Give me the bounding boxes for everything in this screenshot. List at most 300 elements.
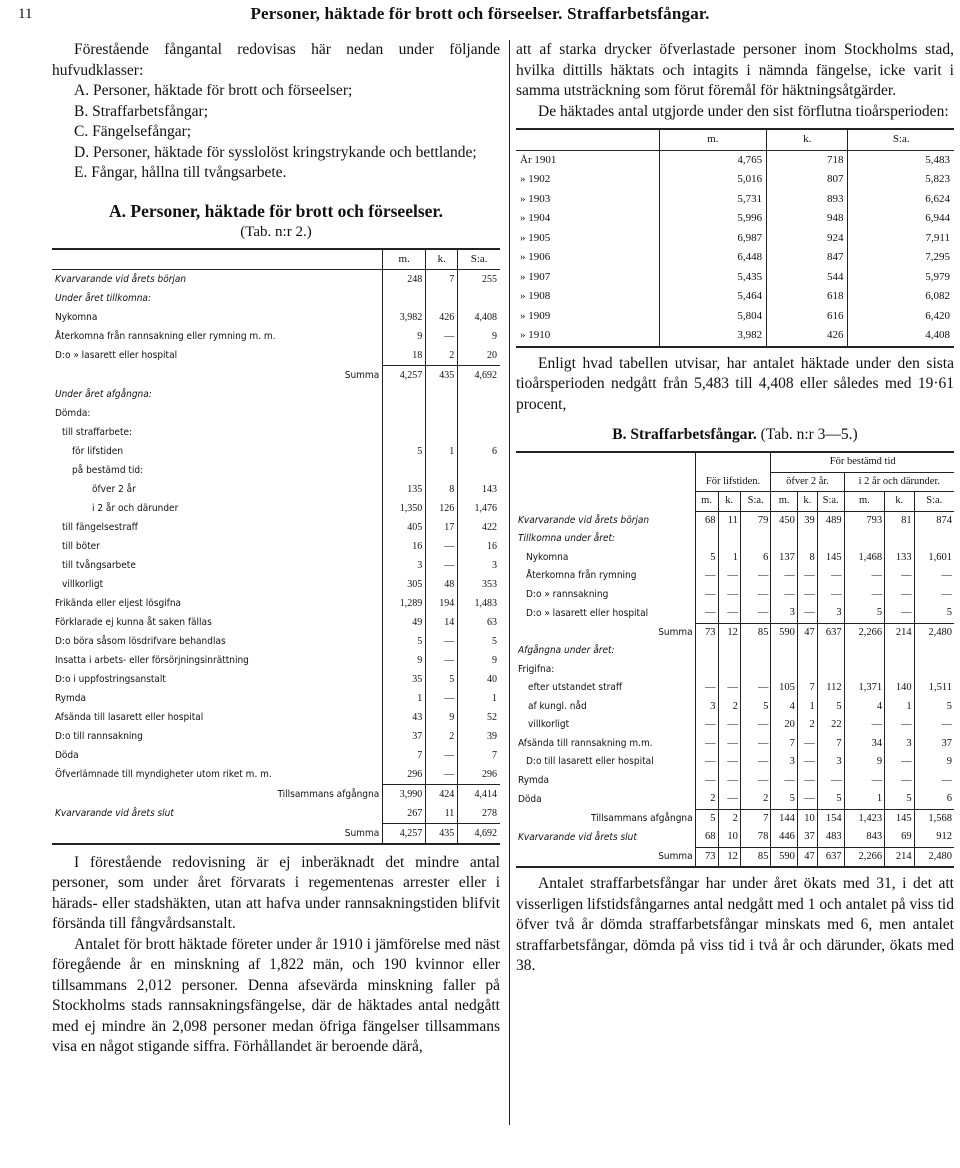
table-row [516,716,954,735]
paragraph: Antalet för brott häktade företer under år 1910 i jämförelse med näst föregående år en minskning af 1,822 män, och 190 kvinnor eller tillsammans 2,012 personer. Denna afsevärda minskning faller på Stockholms stads rannsakningsfängelse, där de häktades antal nedgått med ej mindre än 2,098 personer medan öfriga fängelser tillsammans visa en något stigande siffra. Förhållandet är beroende därå, [52,935,500,1055]
cell-m: 5,804 [659,307,767,327]
cell-m: 296 [383,765,426,785]
cell-value [797,642,817,661]
table-row [516,170,954,190]
row-label: Insatta i arbets- eller försörjningsinrättning [55,654,249,666]
cell-value: — [695,567,718,586]
row-label: » 1907 [520,270,551,283]
cell-k: 194 [426,594,458,613]
cell-value: — [718,790,740,809]
cell-s: 143 [458,480,500,499]
table-row [516,623,954,642]
section-a-subtitle: (Tab. n:r 2.) [240,223,312,240]
cell-m: 248 [383,269,426,289]
table-row [52,632,500,651]
cell-m: 1 [383,689,426,708]
cell-value: 912 [914,828,954,847]
cell-value: — [844,586,885,605]
row-label: D:o böra såsom lösdrifvare behandlas [55,635,226,647]
row-label: Nykomna [526,551,569,563]
cell-s: 20 [458,346,500,366]
cell-s: 9 [458,327,500,346]
cell-value: 85 [740,623,770,642]
cell-value: — [914,772,954,791]
cell-value: 154 [817,809,844,828]
table-row [52,804,500,824]
table-row [52,575,500,594]
paragraph: att af starka drycker öfverlastade personer inom Stockholms stad, hvilka dittills häktats och intagits i nämnda fängelse, icke varit i samma utsträckning som förut föremål för häktningsåtgärder. [516,41,954,99]
row-label: Tillsammans afgångna [277,788,380,800]
cell-value: 34 [844,735,885,754]
cell-s: 63 [458,613,500,632]
cell-value: — [797,790,817,809]
cell-s: 6 [458,442,500,461]
cell-value: 133 [885,549,914,568]
cell-value: — [695,735,718,754]
cell-value [885,661,914,680]
cell-s: 7,911 [848,229,954,249]
cell-value: 2,480 [914,623,954,642]
cell-k [426,385,458,404]
cell-value: 1,423 [844,809,885,828]
cell-value: 22 [817,716,844,735]
table-row [516,698,954,717]
cell-m: 35 [383,670,426,689]
cell-m: 4,765 [659,150,767,170]
row-label: Kvarvarande vid årets slut [518,831,637,843]
table-row [516,209,954,229]
cell-value [914,642,954,661]
cell-value: 37 [797,828,817,847]
cell-value: — [740,604,770,623]
table-row [52,537,500,556]
cell-m: 49 [383,613,426,632]
table-row [52,365,500,385]
cell-value [771,530,798,549]
cell-m: 3,982 [383,308,426,327]
row-label: Nykomna [55,311,98,323]
cell-value: 1,568 [914,809,954,828]
cell-s: 4,692 [458,823,500,844]
row-label: öfver 2 år [92,483,136,495]
cell-m: 5,731 [659,190,767,210]
row-label: D:o i uppfostringsanstalt [55,673,166,685]
cell-value: 112 [817,679,844,698]
cell-value: 843 [844,828,885,847]
paragraph: I förestående redovisning är ej inberäknadt det mindre antal personer, som under året förvarats i regementenas arrester eller i härads- eller stadshäkten, utan att hafva under rannsakningstiden blifvit försända till fångvårdsanstalt. [52,853,500,932]
cell-value: 47 [797,847,817,867]
cell-value: — [797,604,817,623]
cell-value: — [740,735,770,754]
cell-value: 12 [718,847,740,867]
table-header-row [516,452,954,472]
cell-value: 12 [718,623,740,642]
section-a-title: A. Personer, häktade för brott och förseelser. [109,200,443,221]
cell-value [797,661,817,680]
cell-value: 3 [695,698,718,717]
header-lifstiden: För lifstiden. [695,452,771,492]
cell-value: 214 [885,623,914,642]
row-label: » 1910 [516,326,659,347]
cell-value: 1,601 [914,549,954,568]
cell-value: — [914,586,954,605]
cell-value: 68 [695,828,718,847]
cell-s [458,289,500,308]
cell-value: — [718,772,740,791]
cell-value: — [718,679,740,698]
cell-k: 2 [426,727,458,746]
row-label: Förklarade ej kunna åt saken fällas [55,616,212,628]
cell-value: 10 [797,809,817,828]
cell-value: 5 [914,698,954,717]
cell-value: 4 [771,698,798,717]
cell-value: — [718,753,740,772]
class-item: D. Personer, häktade för sysslolöst kringstrykande och bettlande; [74,143,477,161]
cell-s: 1 [458,689,500,708]
table-row [516,268,954,288]
row-label: till fängelsestraff [62,521,138,533]
cell-s: 5,979 [848,268,954,288]
table-row [52,765,500,785]
cell-s: 39 [458,727,500,746]
cell-value: — [718,586,740,605]
cell-value: — [797,586,817,605]
cell-value: — [695,604,718,623]
row-label: efter utstandet straff [528,682,623,693]
cell-value: 8 [797,549,817,568]
row-label: Summa [52,823,383,844]
cell-value: 4 [844,698,885,717]
cell-m: 37 [383,727,426,746]
cell-k: 426 [767,326,848,347]
cell-value: 3 [817,753,844,772]
cell-value: 1 [844,790,885,809]
cell-m: 16 [383,537,426,556]
cell-value: 874 [914,511,954,530]
cell-value: 489 [817,511,844,530]
cell-value: 5 [844,604,885,623]
row-label: » 1905 [520,231,551,244]
cell-value: — [844,716,885,735]
table-row [52,442,500,461]
cell-value: 5 [695,809,718,828]
row-label: Under året afgångna: [55,388,152,400]
table-row [516,511,954,530]
table-row [52,784,500,804]
table-row [52,594,500,613]
row-label: Kvarvarande vid årets slut [55,808,174,819]
table-row [52,308,500,327]
cell-m: 3,990 [383,784,426,804]
column-header: k. [885,492,914,512]
cell-m: 7 [383,746,426,765]
cell-value [695,642,718,661]
cell-k: 14 [426,613,458,632]
cell-value: 2,266 [844,847,885,867]
table-row [516,586,954,605]
cell-value: 85 [740,847,770,867]
cell-value: — [695,716,718,735]
header-ofver: öfver 2 år. [771,472,844,492]
cell-s [458,404,500,423]
cell-value: — [740,753,770,772]
cell-k: 618 [767,287,848,307]
table-row [516,642,954,661]
table-row [516,809,954,828]
cell-m: 135 [383,480,426,499]
cell-value: 73 [695,623,718,642]
table-row [52,613,500,632]
cell-k: 544 [767,268,848,288]
cell-s: 16 [458,537,500,556]
cell-s: 9 [458,651,500,670]
cell-s: 40 [458,670,500,689]
class-list [52,81,500,184]
cell-value: — [740,679,770,698]
cell-value [885,530,914,549]
table-row [516,679,954,698]
cell-m: 4,257 [383,365,426,385]
right-column [516,40,954,977]
cell-s [458,423,500,442]
table-row [52,556,500,575]
cell-value: 144 [771,809,798,828]
cell-value: 2,266 [844,623,885,642]
table-row [516,190,954,210]
cell-value: — [885,586,914,605]
cell-value: 7 [771,735,798,754]
cell-s: 6,944 [848,209,954,229]
cell-k: 11 [426,804,458,824]
table-row [52,670,500,689]
row-label: Döda [55,749,79,761]
cell-value: 5 [817,790,844,809]
table-row [52,480,500,499]
table-row [52,727,500,746]
column-header: m. [695,492,718,512]
column-header: m. [844,492,885,512]
cell-m [383,423,426,442]
cell-value: 5 [885,790,914,809]
cell-s: 6,082 [848,287,954,307]
table-row [516,847,954,867]
cell-m: 1,289 [383,594,426,613]
cell-m: 6,987 [659,229,767,249]
cell-m: 305 [383,575,426,594]
column-header: S:a. [914,492,954,512]
row-label: för lifstiden [72,445,124,457]
cell-value: 9 [844,753,885,772]
column-header: k. [426,249,458,270]
column-header: k. [718,492,740,512]
cell-value: 3 [817,604,844,623]
table-row [516,287,954,307]
row-label: Afgångna under året: [518,645,615,656]
row-label: af kungl. nåd [528,700,587,712]
cell-m: 1,350 [383,499,426,518]
cell-value [740,661,770,680]
paragraph: Antalet straffarbetsfångar har under året ökats med 31, i det att visserligen lifstidsfångarnes antal nedgått med 1 och antalet på viss tid öfver två år dömda straffarbetsfångar minskats med 6, men antalet straffarbetsfångar, dömda på viss tid i två år och därunder, ökats med 38. [516,875,954,974]
row-label: Dömda: [55,407,91,419]
cell-value [817,530,844,549]
cell-s: 278 [458,804,500,824]
class-item: E. Fångar, hållna till tvångsarbete. [74,164,287,181]
row-label: Summa [658,626,693,638]
cell-value: 793 [844,511,885,530]
cell-value [695,530,718,549]
row-label: D:o till lasarett eller hospital [526,756,654,767]
table-decade [516,128,954,348]
cell-value: — [740,716,770,735]
cell-value: 590 [771,847,798,867]
cell-m: 5,016 [659,170,767,190]
cell-k: 48 [426,575,458,594]
column-header: S:a. [848,129,954,150]
table-row [516,567,954,586]
cell-value: 11 [718,511,740,530]
table-row [516,530,954,549]
class-item: C. Fängelsefångar; [74,123,192,140]
cell-value: 5 [740,698,770,717]
cell-k [426,461,458,480]
cell-k: 435 [426,365,458,385]
cell-value [885,642,914,661]
cell-value: 145 [885,809,914,828]
row-label: D:o till rannsakning [55,730,143,742]
cell-value: — [695,772,718,791]
cell-k: 924 [767,229,848,249]
row-label: Afsända till rannsakning m.m. [518,737,653,749]
cell-value: — [797,567,817,586]
cell-value [817,661,844,680]
cell-s: 1,483 [458,594,500,613]
cell-k: — [426,537,458,556]
cell-m: 5,996 [659,209,767,229]
column-header: S:a. [458,249,500,270]
row-label: Under året tillkomna: [55,292,151,304]
row-label: D:o » rannsakning [526,588,609,600]
cell-value: — [817,772,844,791]
cell-k: 847 [767,248,848,268]
row-label: Döda [518,793,542,805]
cell-value [718,661,740,680]
table-row [516,150,954,170]
cell-value: 1 [718,549,740,568]
row-label: Summa [344,369,380,381]
cell-value: 1,468 [844,549,885,568]
cell-s [458,461,500,480]
cell-value: — [695,679,718,698]
table-row [52,499,500,518]
cell-value: 1,511 [914,679,954,698]
cell-m [383,461,426,480]
cell-k [426,289,458,308]
cell-value: — [885,716,914,735]
cell-value: — [844,567,885,586]
cell-m: 6,448 [659,248,767,268]
cell-k: — [426,689,458,708]
cell-value: 483 [817,828,844,847]
cell-m [383,404,426,423]
header-blank [516,129,659,150]
cell-value [740,530,770,549]
cell-value: 7 [817,735,844,754]
cell-value [695,661,718,680]
row-label: D:o » lasarett eller hospital [55,350,178,361]
cell-value: 5 [914,604,954,623]
table-row [52,746,500,765]
cell-value: — [771,772,798,791]
cell-s: 5,483 [848,150,954,170]
cell-value: 81 [885,511,914,530]
row-label: Kvarvarande vid årets början [55,273,187,285]
cell-value: 214 [885,847,914,867]
cell-value [844,661,885,680]
cell-value: 2 [740,790,770,809]
row-label: D:o » lasarett eller hospital [526,607,649,619]
header-bestamd-tid: För bestämd tid [771,452,954,472]
cell-s: 52 [458,708,500,727]
cell-s: 4,408 [458,308,500,327]
row-label: till tvångsarbete [62,559,136,571]
cell-value: — [797,772,817,791]
cell-value: 6 [740,549,770,568]
row-label: Summa [516,847,695,867]
cell-k: 5 [426,670,458,689]
column-divider [509,40,510,1125]
cell-k: 426 [426,308,458,327]
cell-k: 1 [426,442,458,461]
cell-value: — [718,604,740,623]
table-row [52,708,500,727]
row-label: till straffarbete: [62,426,133,438]
cell-value: — [718,716,740,735]
cell-value: — [740,586,770,605]
cell-s [458,385,500,404]
cell-value: 5 [817,698,844,717]
header-under: i 2 år och därunder. [844,472,954,492]
column-header: m. [383,249,426,270]
cell-s: 4,408 [848,326,954,347]
cell-s: 4,414 [458,784,500,804]
section-b-subtitle: (Tab. n:r 3—5.) [760,426,858,443]
cell-value: — [771,567,798,586]
cell-value: 6 [914,790,954,809]
header-blank [52,249,383,270]
running-title: Personer, häktade för brott och förseelser. Straffarbetsfångar. [250,4,710,23]
cell-k: 718 [767,150,848,170]
table-row [516,735,954,754]
cell-m [383,385,426,404]
cell-value: — [740,772,770,791]
cell-s: 5,823 [848,170,954,190]
intro-paragraph: Förestående fångantal redovisas här nedan under följande hufvudklasser: [52,41,500,79]
cell-k: 2 [426,346,458,366]
cell-value [771,661,798,680]
table-row [516,549,954,568]
cell-value: 637 [817,847,844,867]
row-label: i 2 år och därunder [92,502,179,514]
page-number: 11 [18,6,33,22]
cell-k: 893 [767,190,848,210]
table-row [516,828,954,847]
cell-value: — [885,772,914,791]
cell-value [914,530,954,549]
cell-value: 145 [817,549,844,568]
cell-s: 7 [458,746,500,765]
table-row [516,326,954,347]
cell-value: 3 [771,753,798,772]
